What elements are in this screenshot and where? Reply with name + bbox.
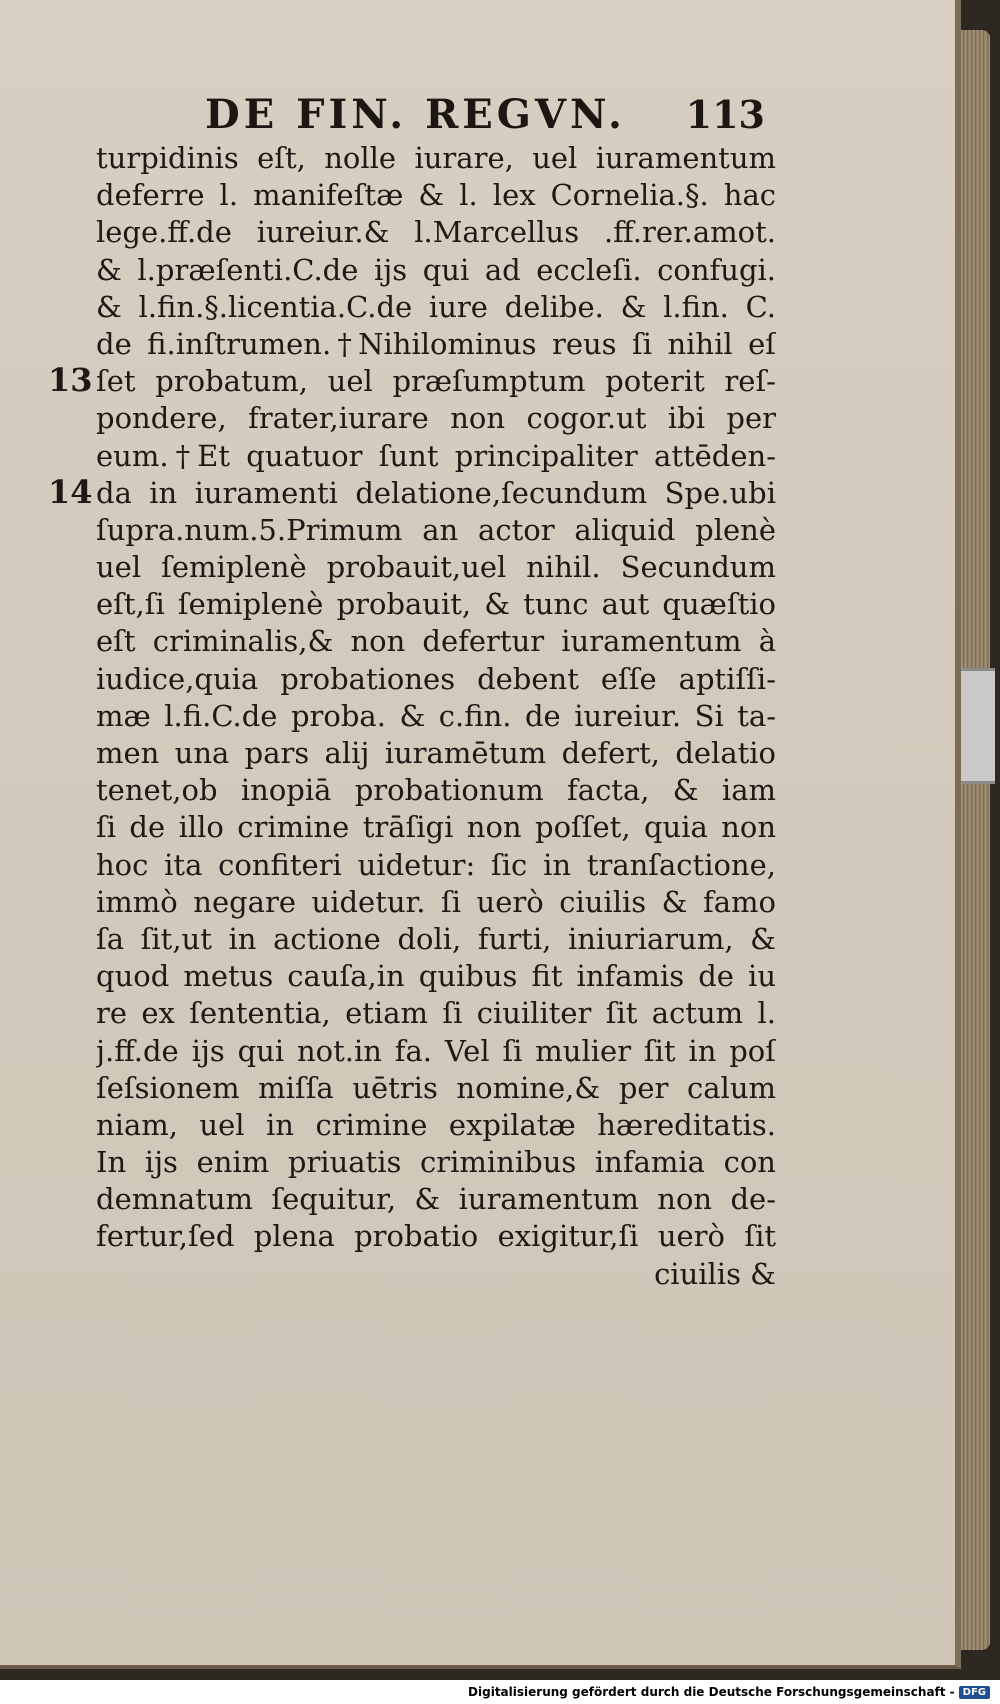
running-head: DE FIN. REGVN.: [205, 90, 626, 138]
text-line: mæ l.fi.C.de proba. & c.fin. de iureiur. Si ta-: [96, 698, 776, 733]
margin-number: 14: [48, 472, 93, 511]
text-line: re ex ſententia, etiam ſi ciuiliter ſit actum l.: [96, 996, 776, 1031]
text-line: quod metus cauſa,in quibus fit infamis de iu: [96, 959, 776, 994]
text-line: fertur,ſed plena probatio exigitur,ſi uerò ſit: [96, 1219, 776, 1254]
text-line: ſi de illo crimine trāſigi non poſſet, quia non: [96, 810, 776, 845]
margin-number: 13: [48, 361, 93, 400]
footer-credit: Digitalisierung gefördert durch die Deutsche Forschungsgemeinschaft -: [468, 1685, 955, 1699]
text-line: men una pars alij iuramētum defert, delatio: [96, 736, 776, 770]
text-line: ſeſsionem miſſa uētris nomine,& per calum: [96, 1070, 776, 1105]
text-line: hoc ita confiteri uidetur: ſic in tranſactione,: [96, 847, 776, 882]
text-line: ſet probatum, uel præſumptum poterit reſ-: [96, 364, 776, 399]
text-line: turpidinis eſt, nolle iurare, uel iuramentum: [96, 141, 776, 175]
text-line: tenet,ob inopiā probationum facta, & iam: [96, 773, 776, 808]
text-line: & l.præſenti.C.de ijs qui ad eccleſi. confugi.: [96, 252, 776, 287]
text-line: demnatum ſequitur, & iuramentum non de-: [96, 1182, 776, 1217]
text-line: lege.ff.de iureiur.& l.Marcellus .ff.rer.amot.: [96, 215, 776, 250]
text-line: de fi.inſtrumen.†Nihilominus reus ſi nihil eſ: [96, 326, 776, 361]
text-line: & l.fin.§.licentia.C.de iure delibe. & l.fin. C.: [96, 289, 776, 324]
body-text: [96, 140, 776, 1293]
text-line: deferre l. manifeſtæ & l. lex Cornelia.§. hac: [96, 178, 776, 213]
text-line: j.ff.de ijs qui not.in fa. Vel ſi mulier ſit in poſ: [96, 1033, 776, 1068]
dfg-logo: DFG: [959, 1686, 990, 1699]
text-line: eum.†Et quatuor ſunt principaliter attēden-: [96, 438, 776, 473]
text-line: pondere, frater,iurare non cogor.ut ibi per: [96, 401, 776, 436]
digitization-footer: [0, 1680, 1000, 1704]
text-line: eſt,ſi ſemiplenè probauit, & tunc aut quæſtio: [96, 587, 776, 622]
text-line: iudice,quia probationes debent eſſe aptiſſi-: [96, 661, 776, 696]
text-line: immò negare uidetur. ſi uerò ciuilis & famo: [96, 884, 776, 919]
text-line: da in iuramenti delatione,ſecundum Spe.ubi: [96, 475, 776, 510]
text-line: uel ſemiplenè probauit,uel nihil. Secundum: [96, 550, 776, 585]
text-line: ſa ſit,ut in actione doli, furti, iniuriarum, &: [96, 921, 776, 956]
text-line: ſupra.num.5.Primum an actor aliquid plenè: [96, 512, 776, 547]
text-line: eſt criminalis,& non defertur iuramentum à: [96, 624, 776, 659]
catchword: ciuilis &: [654, 1256, 776, 1291]
text-line: In ijs enim priuatis criminibus infamia con: [96, 1145, 776, 1180]
text-line: niam, uel in crimine expilatæ hæreditatis.: [96, 1107, 776, 1142]
page-header: [205, 84, 765, 144]
folio-number: 113: [685, 91, 765, 137]
